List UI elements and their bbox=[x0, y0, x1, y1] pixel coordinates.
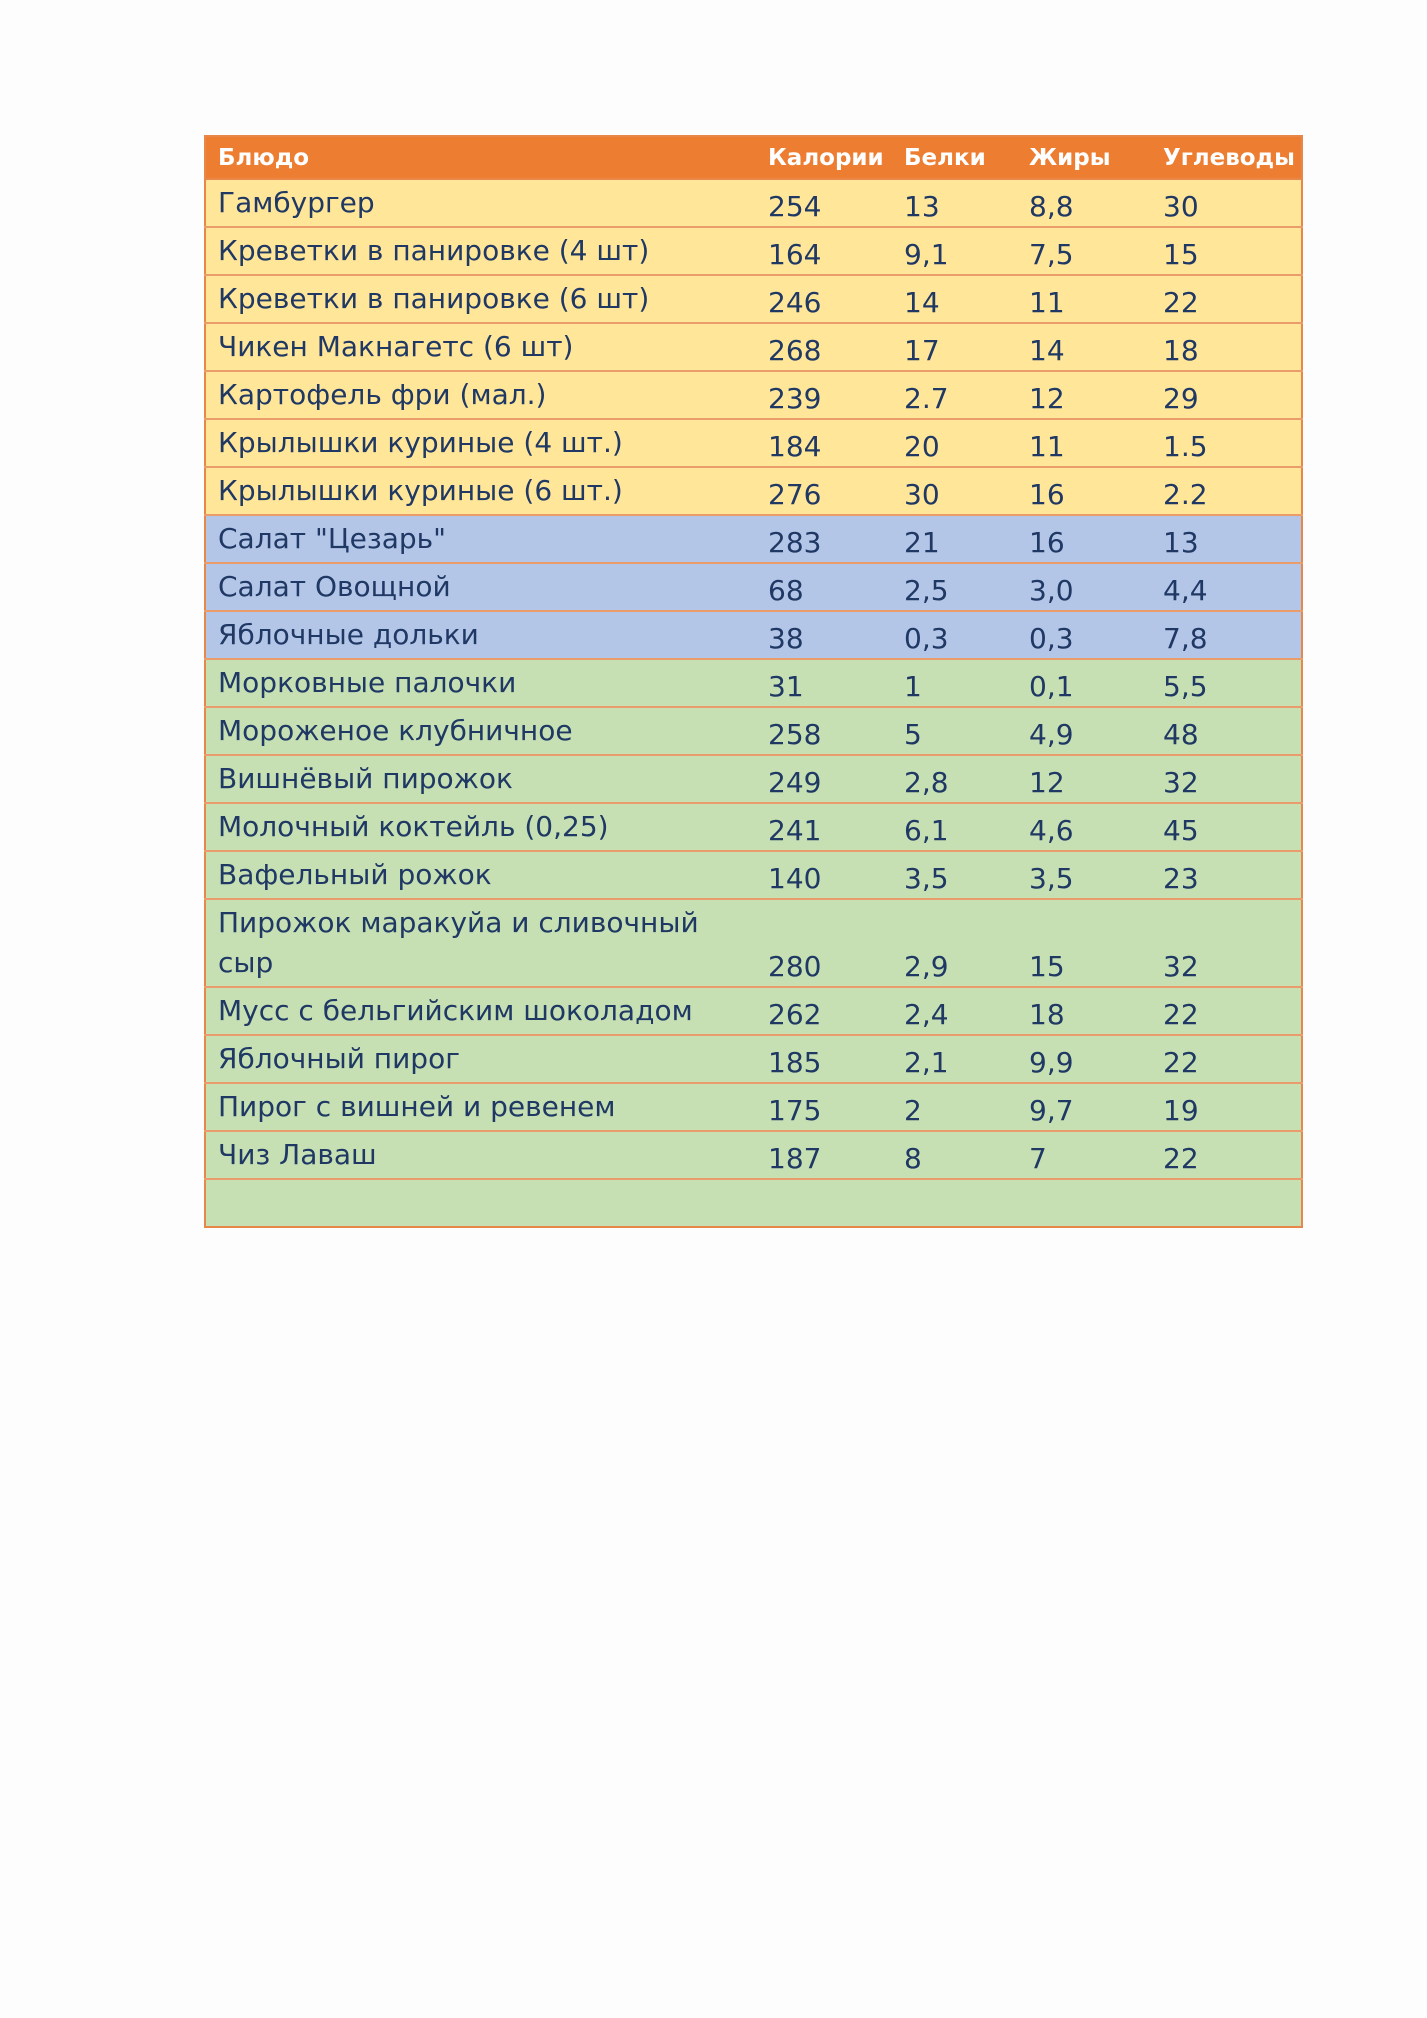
cell-fat: 3,0 bbox=[1017, 563, 1151, 611]
cell-dish: Креветки в панировке (6 шт) bbox=[205, 275, 756, 323]
cell-calories: 276 bbox=[756, 467, 892, 515]
cell-calories: 239 bbox=[756, 371, 892, 419]
cell-protein: 2.7 bbox=[892, 371, 1017, 419]
table-row bbox=[205, 611, 1302, 659]
cell-fat: 14 bbox=[1017, 323, 1151, 371]
cell-carbs: 22 bbox=[1151, 1035, 1302, 1083]
cell-protein: 2 bbox=[892, 1083, 1017, 1131]
header-calories: Калории bbox=[756, 136, 892, 179]
cell-protein: 17 bbox=[892, 323, 1017, 371]
table-row bbox=[205, 755, 1302, 803]
cell-protein: 2,9 bbox=[892, 899, 1017, 987]
cell-dish: Чиз Лаваш bbox=[205, 1131, 756, 1179]
table-row bbox=[205, 803, 1302, 851]
cell-fat: 18 bbox=[1017, 987, 1151, 1035]
cell-fat: 11 bbox=[1017, 419, 1151, 467]
table-header bbox=[205, 136, 1302, 179]
cell-protein: 2,5 bbox=[892, 563, 1017, 611]
cell-protein: 2,1 bbox=[892, 1035, 1017, 1083]
table-row bbox=[205, 1179, 1302, 1227]
cell-carbs: 22 bbox=[1151, 275, 1302, 323]
cell-carbs: 19 bbox=[1151, 1083, 1302, 1131]
cell-protein: 2,4 bbox=[892, 987, 1017, 1035]
cell-calories: 268 bbox=[756, 323, 892, 371]
nutrition-table bbox=[204, 135, 1303, 1228]
table-row bbox=[205, 563, 1302, 611]
cell-calories: 246 bbox=[756, 275, 892, 323]
table-row bbox=[205, 707, 1302, 755]
cell-carbs bbox=[1151, 1179, 1302, 1227]
cell-dish: Мусс с бельгийским шоколадом bbox=[205, 987, 756, 1035]
cell-protein: 1 bbox=[892, 659, 1017, 707]
table-row bbox=[205, 1083, 1302, 1131]
cell-carbs: 1.5 bbox=[1151, 419, 1302, 467]
cell-dish: Мороженое клубничное bbox=[205, 707, 756, 755]
cell-dish: Картофель фри (мал.) bbox=[205, 371, 756, 419]
cell-calories: 175 bbox=[756, 1083, 892, 1131]
cell-carbs: 18 bbox=[1151, 323, 1302, 371]
cell-protein: 21 bbox=[892, 515, 1017, 563]
cell-carbs: 4,4 bbox=[1151, 563, 1302, 611]
cell-calories: 140 bbox=[756, 851, 892, 899]
cell-fat: 12 bbox=[1017, 371, 1151, 419]
cell-carbs: 15 bbox=[1151, 227, 1302, 275]
table-row bbox=[205, 1035, 1302, 1083]
cell-protein: 3,5 bbox=[892, 851, 1017, 899]
cell-protein bbox=[892, 1179, 1017, 1227]
cell-dish: Чикен Макнагетс (6 шт) bbox=[205, 323, 756, 371]
table-row bbox=[205, 275, 1302, 323]
cell-carbs: 5,5 bbox=[1151, 659, 1302, 707]
cell-fat: 8,8 bbox=[1017, 179, 1151, 227]
cell-protein: 13 bbox=[892, 179, 1017, 227]
cell-fat: 9,9 bbox=[1017, 1035, 1151, 1083]
cell-protein: 5 bbox=[892, 707, 1017, 755]
cell-calories: 187 bbox=[756, 1131, 892, 1179]
cell-carbs: 29 bbox=[1151, 371, 1302, 419]
cell-carbs: 32 bbox=[1151, 899, 1302, 987]
cell-fat: 4,9 bbox=[1017, 707, 1151, 755]
header-fat: Жиры bbox=[1017, 136, 1151, 179]
table-row bbox=[205, 323, 1302, 371]
header-protein: Белки bbox=[892, 136, 1017, 179]
table-row bbox=[205, 371, 1302, 419]
cell-fat: 16 bbox=[1017, 515, 1151, 563]
table-row bbox=[205, 659, 1302, 707]
cell-dish: Яблочный пирог bbox=[205, 1035, 756, 1083]
cell-fat: 16 bbox=[1017, 467, 1151, 515]
cell-carbs: 23 bbox=[1151, 851, 1302, 899]
cell-fat bbox=[1017, 1179, 1151, 1227]
table-row bbox=[205, 851, 1302, 899]
cell-dish: Пирожок маракуйа и сливочный сыр bbox=[205, 899, 756, 987]
cell-protein: 30 bbox=[892, 467, 1017, 515]
cell-carbs: 7,8 bbox=[1151, 611, 1302, 659]
cell-calories: 280 bbox=[756, 899, 892, 987]
header-dish: Блюдо bbox=[205, 136, 756, 179]
cell-calories: 185 bbox=[756, 1035, 892, 1083]
cell-calories: 258 bbox=[756, 707, 892, 755]
cell-calories: 184 bbox=[756, 419, 892, 467]
cell-dish: Морковные палочки bbox=[205, 659, 756, 707]
cell-carbs: 48 bbox=[1151, 707, 1302, 755]
cell-fat: 9,7 bbox=[1017, 1083, 1151, 1131]
table-row bbox=[205, 227, 1302, 275]
cell-dish: Салат "Цезарь" bbox=[205, 515, 756, 563]
cell-protein: 9,1 bbox=[892, 227, 1017, 275]
cell-fat: 0,1 bbox=[1017, 659, 1151, 707]
cell-fat: 7,5 bbox=[1017, 227, 1151, 275]
table-body bbox=[205, 179, 1302, 1227]
cell-carbs: 22 bbox=[1151, 1131, 1302, 1179]
cell-calories bbox=[756, 1179, 892, 1227]
cell-fat: 11 bbox=[1017, 275, 1151, 323]
cell-calories: 254 bbox=[756, 179, 892, 227]
table-row bbox=[205, 987, 1302, 1035]
cell-calories: 38 bbox=[756, 611, 892, 659]
table-row bbox=[205, 1131, 1302, 1179]
cell-fat: 7 bbox=[1017, 1131, 1151, 1179]
cell-protein: 6,1 bbox=[892, 803, 1017, 851]
cell-fat: 15 bbox=[1017, 899, 1151, 987]
cell-calories: 283 bbox=[756, 515, 892, 563]
header-carbs: Углеводы bbox=[1151, 136, 1302, 179]
cell-protein: 0,3 bbox=[892, 611, 1017, 659]
table-row bbox=[205, 467, 1302, 515]
cell-calories: 249 bbox=[756, 755, 892, 803]
cell-carbs: 32 bbox=[1151, 755, 1302, 803]
cell-dish: Крылышки куриные (6 шт.) bbox=[205, 467, 756, 515]
cell-fat: 0,3 bbox=[1017, 611, 1151, 659]
cell-dish: Вафельный рожок bbox=[205, 851, 756, 899]
cell-fat: 12 bbox=[1017, 755, 1151, 803]
table-row bbox=[205, 419, 1302, 467]
cell-protein: 14 bbox=[892, 275, 1017, 323]
cell-calories: 262 bbox=[756, 987, 892, 1035]
cell-dish: Крылышки куриные (4 шт.) bbox=[205, 419, 756, 467]
cell-calories: 164 bbox=[756, 227, 892, 275]
cell-protein: 2,8 bbox=[892, 755, 1017, 803]
table-row bbox=[205, 899, 1302, 987]
cell-dish: Гамбургер bbox=[205, 179, 756, 227]
cell-calories: 241 bbox=[756, 803, 892, 851]
cell-carbs: 13 bbox=[1151, 515, 1302, 563]
cell-dish: Креветки в панировке (4 шт) bbox=[205, 227, 756, 275]
cell-calories: 31 bbox=[756, 659, 892, 707]
header-row bbox=[205, 136, 1302, 179]
cell-protein: 20 bbox=[892, 419, 1017, 467]
cell-protein: 8 bbox=[892, 1131, 1017, 1179]
cell-dish: Пирог с вишней и ревенем bbox=[205, 1083, 756, 1131]
cell-dish: Вишнёвый пирожок bbox=[205, 755, 756, 803]
cell-dish bbox=[205, 1179, 756, 1227]
cell-carbs: 30 bbox=[1151, 179, 1302, 227]
table-row bbox=[205, 179, 1302, 227]
cell-dish: Салат Овощной bbox=[205, 563, 756, 611]
cell-dish: Яблочные дольки bbox=[205, 611, 756, 659]
cell-carbs: 45 bbox=[1151, 803, 1302, 851]
cell-fat: 4,6 bbox=[1017, 803, 1151, 851]
cell-calories: 68 bbox=[756, 563, 892, 611]
cell-fat: 3,5 bbox=[1017, 851, 1151, 899]
cell-dish: Молочный коктейль (0,25) bbox=[205, 803, 756, 851]
cell-carbs: 2.2 bbox=[1151, 467, 1302, 515]
table-row bbox=[205, 515, 1302, 563]
cell-carbs: 22 bbox=[1151, 987, 1302, 1035]
